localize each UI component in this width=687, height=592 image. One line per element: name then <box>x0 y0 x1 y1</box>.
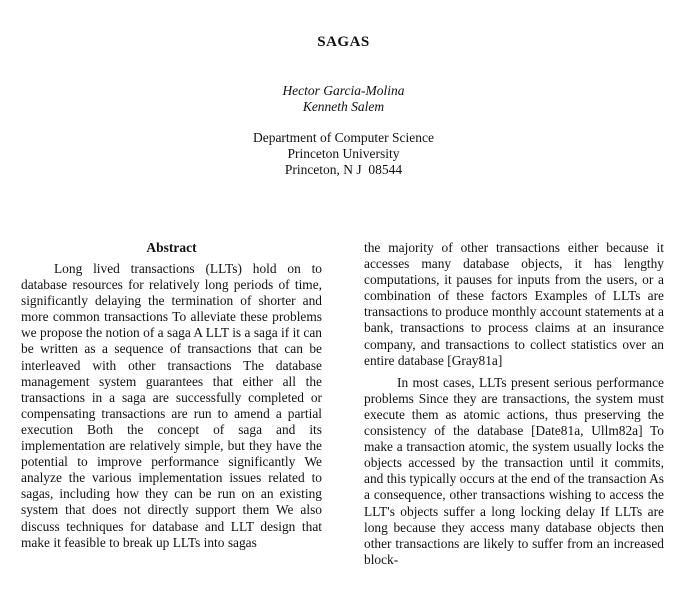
right-column <box>364 240 664 568</box>
body-paragraph: the majority of other transactions either because it accesses many database objects, it has lengthy computations, it pauses for inputs from the users, or a combination of these factors Examples of LLTs are transactions to produce monthly account statements at a bank, transactions to process claims at an insurance company, and transactions to collect statistics over an entire database [Gray81a] <box>364 240 664 368</box>
affiliation-line: Department of Computer Science <box>252 130 435 145</box>
left-column <box>21 240 322 551</box>
author-name: Hector Garcia-Molina <box>282 83 405 98</box>
affiliation-line: Princeton, N J 08544 <box>284 162 403 177</box>
affiliation-line: Princeton University <box>287 146 400 161</box>
abstract-heading: Abstract <box>146 240 197 255</box>
author-name: Kenneth Salem <box>302 99 385 114</box>
paper-title: SAGAS <box>317 34 370 50</box>
affiliation <box>0 130 687 178</box>
body-paragraph: In most cases, LLTs present serious performance problems Since they are transactions, the system must execute them as atomic actions, thus preserving the consistency of the database [Date81a, Ullm82a] To make a transaction atomic, the system usually locks the objects accessed by the transaction until it commits, and this typically occurs at the end of the transaction As a consequence, other transactions wishing to access the LLT's objects suffer a long locking delay If LLTs are long because they access many database objects then other transactions are likely to suffer from an increased block- <box>364 374 664 567</box>
author-list <box>0 83 687 115</box>
abstract-text: Long lived transactions (LLTs) hold on to database resources for relatively long periods of time, significantly delaying the termination of shorter and more common transactions To alleviate these problems we propose the notion of a saga A LLT is a saga if it can be written as a sequence of transactions that can be interleaved with other transactions The database management system guarantees that either all the transactions in a saga are successfully completed or compensating transactions are run to amend a partial execution Both the concept of saga and its implementation are relatively simple, but they have the potential to improve performance significantly We analyze the various implementation issues related to sagas, including how they can be run on an existing system that does not directly support them We also discuss techniques for database and LLT design that make it feasible to break up LLTs into sagas <box>21 261 322 550</box>
